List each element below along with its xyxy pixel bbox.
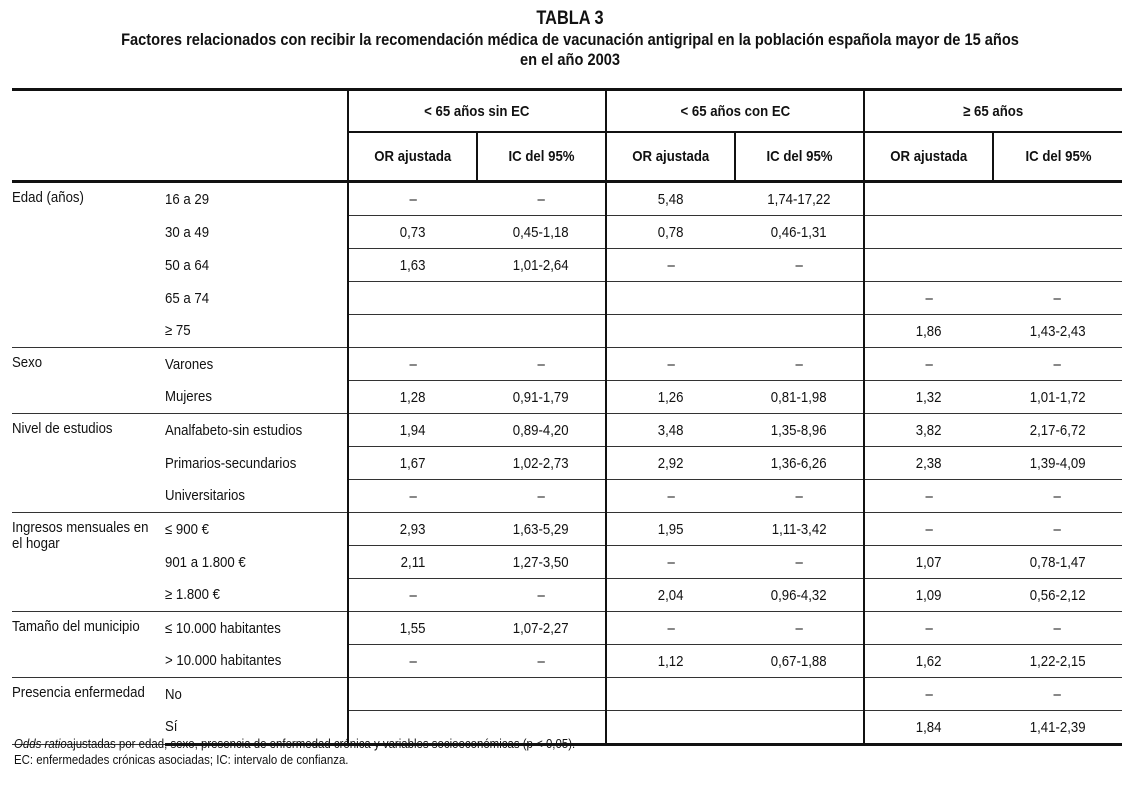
table-cell: 1,39-4,09 [993, 447, 1122, 480]
table-row [12, 414, 1122, 447]
group-header-row [12, 90, 1122, 133]
table-row [12, 348, 1122, 381]
row-level: 50 a 64 [165, 256, 210, 274]
table-cell [735, 711, 864, 745]
table-cell: 1,09 [864, 579, 993, 612]
row-level: Varones [165, 355, 214, 373]
table-cell: – [993, 480, 1122, 513]
row-level: 901 a 1.800 € [165, 553, 246, 571]
table-cell: 1,28 [348, 381, 477, 414]
row-level: Sí [165, 711, 348, 745]
row-level: No [165, 685, 182, 703]
row-level: ≤ 10.000 habitantes [165, 619, 281, 637]
table-cell: 0,96-4,32 [735, 579, 864, 612]
table-cell: 1,63 [348, 249, 477, 282]
table-cell: 2,11 [348, 546, 477, 579]
table-cell: 1,63-5,29 [477, 513, 606, 546]
table-cell: – [993, 348, 1122, 381]
table-cell [348, 315, 477, 348]
row-category: Nivel de estudios [12, 414, 165, 513]
table-cell: – [477, 480, 606, 513]
table-cell [993, 249, 1122, 282]
footnote-1: Odds ratioajustadas por edad, sexo, presencia de enfermedad crónica y variables socioeconómicas (p < 0,05). [14, 736, 576, 751]
table-cell: 0,56-2,12 [993, 579, 1122, 612]
table-cell: 1,02-2,73 [477, 447, 606, 480]
table-cell [864, 249, 993, 282]
column-header: IC del 95% [735, 132, 864, 182]
table-cell: 1,32 [864, 381, 993, 414]
table-cell: – [477, 645, 606, 678]
table-row [12, 282, 1122, 315]
table-cell: 1,07 [864, 546, 993, 579]
table-cell [864, 216, 993, 249]
table-cell: 1,55 [348, 612, 477, 645]
table-cell: – [735, 249, 864, 282]
row-level: 16 a 29 [165, 190, 210, 208]
column-header: OR ajustada [348, 132, 477, 182]
table-cell: 2,04 [606, 579, 735, 612]
table-cell: – [993, 282, 1122, 315]
table-cell: 1,84 [864, 711, 993, 745]
table-row [12, 546, 1122, 579]
table-cell: 1,01-1,72 [993, 381, 1122, 414]
subheader-row [12, 132, 1122, 182]
table-cell [993, 216, 1122, 249]
table-cell: 2,93 [348, 513, 477, 546]
table-row [12, 315, 1122, 348]
table-cell: – [606, 480, 735, 513]
table-cell: – [348, 348, 477, 381]
table-row [12, 216, 1122, 249]
table-cell: – [993, 513, 1122, 546]
table-title-block [0, 0, 1140, 70]
table-cell: 0,78-1,47 [993, 546, 1122, 579]
table-cell: 0,89-4,20 [477, 414, 606, 447]
column-header: OR ajustada [606, 132, 735, 182]
table-cell: 0,67-1,88 [735, 645, 864, 678]
table-row [12, 182, 1122, 216]
table-cell [477, 282, 606, 315]
results-table [12, 88, 1122, 746]
table-cell: – [606, 348, 735, 381]
table-cell: – [735, 480, 864, 513]
table-cell: – [348, 480, 477, 513]
table-cell [477, 315, 606, 348]
table-number: TABLA 3 [536, 8, 604, 29]
table-cell: 1,12 [606, 645, 735, 678]
header-spacer [12, 90, 348, 133]
table-cell: – [864, 678, 993, 711]
row-level: ≥ 75 [165, 315, 348, 348]
table-cell: 1,95 [606, 513, 735, 546]
table-row [12, 381, 1122, 414]
table-cell: 2,92 [606, 447, 735, 480]
group-header: < 65 años con EC [606, 90, 864, 133]
table-cell: – [864, 612, 993, 645]
table-cell [606, 678, 735, 711]
table-cell [864, 182, 993, 216]
column-header: OR ajustada [864, 132, 993, 182]
table-cell [348, 282, 477, 315]
table-cell: 0,73 [348, 216, 477, 249]
table-cell: 1,62 [864, 645, 993, 678]
row-level: Analfabeto-sin estudios [165, 421, 303, 439]
table-row [12, 579, 1122, 612]
table-cell [348, 678, 477, 711]
table-cell: 1,36-6,26 [735, 447, 864, 480]
table-cell: 1,86 [864, 315, 993, 348]
table-cell [735, 678, 864, 711]
row-category: Tamaño del municipio [12, 612, 165, 678]
table-cell: – [993, 678, 1122, 711]
table-cell: 1,74-17,22 [735, 182, 864, 216]
header-spacer [12, 132, 348, 182]
table-cell: 0,46-1,31 [735, 216, 864, 249]
table-cell: 0,45-1,18 [477, 216, 606, 249]
row-category: Ingresos mensuales en el hogar [12, 513, 165, 612]
table-cell [735, 315, 864, 348]
table-cell: – [735, 612, 864, 645]
table-row [12, 513, 1122, 546]
row-category: Presencia enfermedad [12, 678, 165, 745]
table-cell: 1,43-2,43 [993, 315, 1122, 348]
table-cell: 0,78 [606, 216, 735, 249]
table-cell: – [477, 579, 606, 612]
table-cell: – [735, 546, 864, 579]
table-cell: 0,91-1,79 [477, 381, 606, 414]
row-level: 65 a 74 [165, 289, 210, 307]
table-cell: 1,11-3,42 [735, 513, 864, 546]
table-cell: – [606, 546, 735, 579]
table-cell: 3,82 [864, 414, 993, 447]
table-row [12, 249, 1122, 282]
table-cell: 2,38 [864, 447, 993, 480]
row-level: Mujeres [165, 381, 348, 414]
group-header: ≥ 65 años [864, 90, 1122, 133]
table-cell: 1,26 [606, 381, 735, 414]
table-cell: 1,07-2,27 [477, 612, 606, 645]
group-header: < 65 años sin EC [348, 90, 606, 133]
row-level: Primarios-secundarios [165, 454, 297, 472]
table-cell: – [477, 348, 606, 381]
table-cell [735, 282, 864, 315]
footnote-2: EC: enfermedades crónicas asociadas; IC: intervalo de confianza. [14, 752, 349, 767]
column-header: IC del 95% [477, 132, 606, 182]
table-cell: – [348, 645, 477, 678]
table-cell: 3,48 [606, 414, 735, 447]
table-cell: 5,48 [606, 182, 735, 216]
row-level: Universitarios [165, 480, 348, 513]
table-row [12, 480, 1122, 513]
table-cell: – [348, 579, 477, 612]
table-cell: 1,27-3,50 [477, 546, 606, 579]
row-level: ≤ 900 € [165, 520, 209, 538]
table-cell [606, 282, 735, 315]
table-cell [993, 182, 1122, 216]
table-cell: – [993, 612, 1122, 645]
table-cell: – [864, 282, 993, 315]
table-caption-line1: Factores relacionados con recibir la recomendación médica de vacunación antigripal en la población española mayor de 15 años [121, 30, 1019, 49]
table-cell: 0,81-1,98 [735, 381, 864, 414]
row-level: > 10.000 habitantes [165, 645, 348, 678]
table-cell: – [348, 182, 477, 216]
table-cell [606, 315, 735, 348]
table-cell: 1,41-2,39 [993, 711, 1122, 745]
table-cell: – [864, 348, 993, 381]
table-row [12, 612, 1122, 645]
row-level: ≥ 1.800 € [165, 579, 348, 612]
table-caption-line2: en el año 2003 [520, 50, 620, 69]
table-cell: 1,01-2,64 [477, 249, 606, 282]
row-level: 30 a 49 [165, 223, 210, 241]
table-cell: 2,17-6,72 [993, 414, 1122, 447]
table-cell: 1,35-8,96 [735, 414, 864, 447]
table-cell: – [477, 182, 606, 216]
table-row [12, 678, 1122, 711]
table-cell: 1,22-2,15 [993, 645, 1122, 678]
table-cell: 1,94 [348, 414, 477, 447]
table-cell [477, 678, 606, 711]
table-cell: – [864, 513, 993, 546]
table-footnotes [14, 736, 652, 768]
table-row [12, 447, 1122, 480]
table-cell: 1,67 [348, 447, 477, 480]
table-cell: – [606, 249, 735, 282]
table-cell: – [735, 348, 864, 381]
table-cell: – [606, 612, 735, 645]
column-header: IC del 95% [993, 132, 1122, 182]
table-cell: – [864, 480, 993, 513]
row-category: Edad (años) [12, 182, 165, 348]
table-row [12, 645, 1122, 678]
row-category: Sexo [12, 348, 165, 414]
